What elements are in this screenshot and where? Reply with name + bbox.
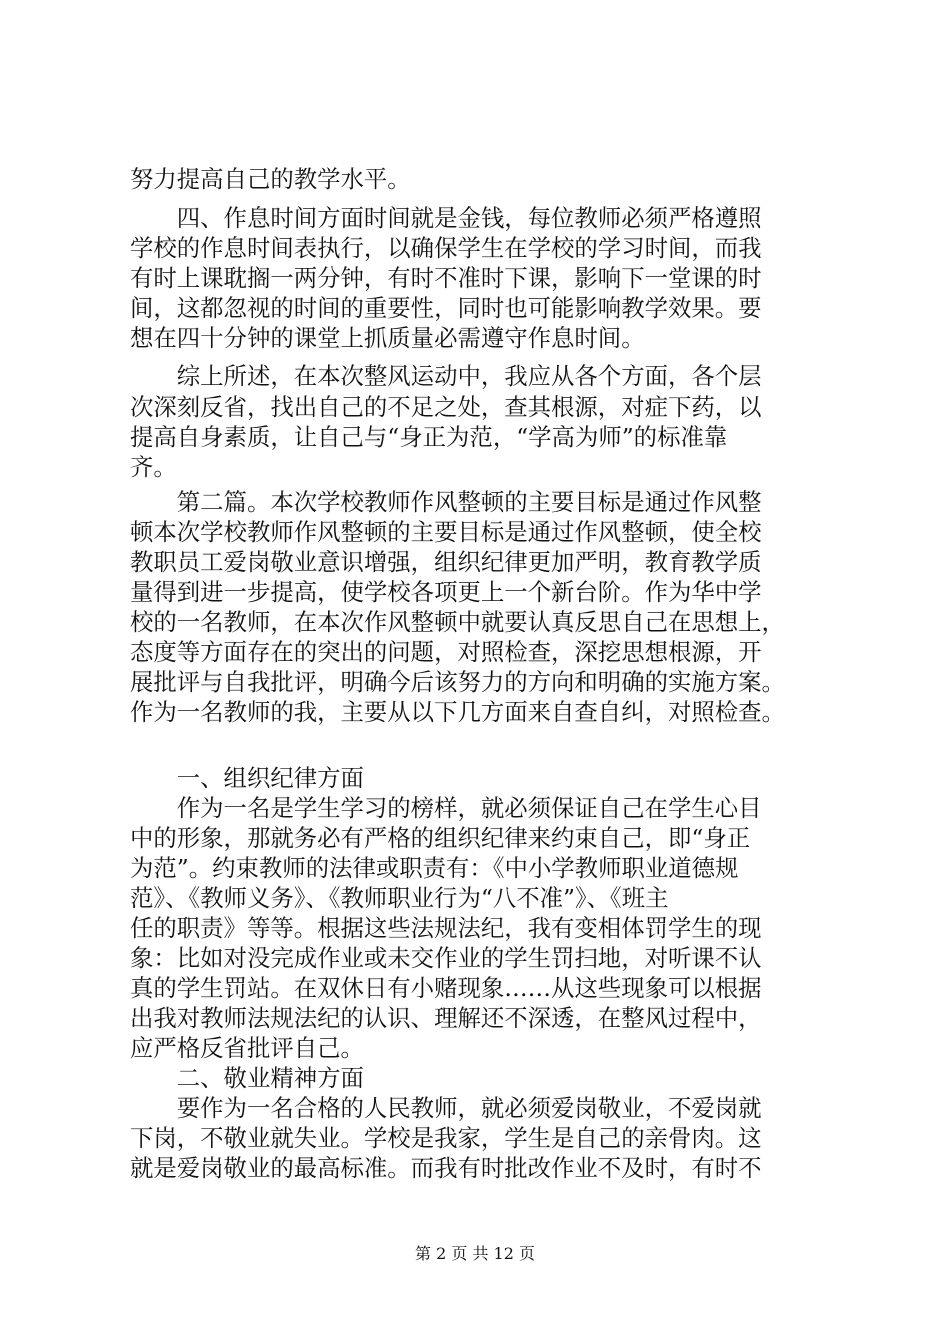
text-line: 任的职责》等等。根据这些法规法纪，我有变相体罚学生的现 <box>130 914 762 942</box>
text-line: 展批评与自我批评，明确今后该努力的方向和明确的实施方案。 <box>130 668 785 696</box>
text-line: 有时上课耽搁一两分钟，有时不准时下课，影响下一堂课的时 <box>130 264 762 292</box>
text-line: 作为一名教师的我，主要从以下几方面来自查自纠，对照检查。 <box>130 698 785 726</box>
text-line: 就是爱岗敬业的最高标准。而我有时批改作业不及时，有时不 <box>130 1154 762 1182</box>
text-line: 出我对教师法规法纪的认识、理解还不深透，在整风过程中， <box>130 1004 762 1032</box>
text-line: 范》、《教师义务》、《教师职业行为“八不准”》、《班主 <box>130 884 669 912</box>
page-number-footer: 第 2 页 共 12 页 <box>415 1244 535 1263</box>
text-line: 学校的作息时间表执行，以确保学生在学校的学习时间，而我 <box>130 234 762 262</box>
text-line: 为范”。约束教师的法律或职责有：《中小学教师职业道德规 <box>130 854 739 882</box>
text-line: 真的学生罚站。在双休日有小赌现象……从这些现象可以根据 <box>130 974 762 1002</box>
text-line: 间，这都忽视的时间的重要性，同时也可能影响教学效果。要 <box>130 294 762 322</box>
text-line: 提高自身素质，让自己与“身正为范，“学高为师”的标准靠 <box>130 423 728 451</box>
text-line: 校的一名教师，在本次作风整顿中就要认真反思自己在思想上， <box>130 608 785 636</box>
section-heading: 一、组织纪律方面 <box>130 764 364 792</box>
text-line: 态度等方面存在的突出的问题，对照检查，深挖思想根源，开 <box>130 638 762 666</box>
text-line: 努力提高自己的教学水平。 <box>130 165 411 193</box>
text-line: 要作为一名合格的人民教师，就必须爱岗敬业，不爱岗就 <box>130 1094 762 1122</box>
text-line: 中的形象，那就务必有严格的组织纪律来约束自己，即“身正 <box>130 824 751 852</box>
text-line: 第二篇。本次学校教师作风整顿的主要目标是通过作风整 <box>130 488 762 516</box>
text-line: 次深刻反省，找出自己的不足之处，查其根源，对症下药，以 <box>130 393 762 421</box>
text-line: 象：比如对没完成作业或未交作业的学生罚扫地，对听课不认 <box>130 944 762 972</box>
text-line: 顿本次学校教师作风整顿的主要目标是通过作风整顿，使全校 <box>130 518 762 546</box>
text-line: 教职员工爱岗敬业意识增强，组织纪律更加严明，教育教学质 <box>130 548 762 576</box>
text-line: 量得到进一步提高，使学校各项更上一个新台阶。作为华中学 <box>130 578 762 606</box>
text-line: 应严格反省批评自己。 <box>130 1034 364 1062</box>
text-line: 想在四十分钟的课堂上抓质量必需遵守作息时间。 <box>130 324 645 352</box>
text-line: 作为一名是学生学习的榜样，就必须保证自己在学生心目 <box>130 794 762 822</box>
section-heading: 二、敬业精神方面 <box>130 1064 364 1092</box>
text-line: 齐。 <box>130 453 177 481</box>
text-line: 四、作息时间方面时间就是金钱，每位教师必须严格遵照 <box>130 204 762 232</box>
text-line: 综上所述，在本次整风运动中，我应从各个方面，各个层 <box>130 362 762 390</box>
text-line: 下岗，不敬业就失业。学校是我家，学生是自己的亲骨肉。这 <box>130 1124 762 1152</box>
